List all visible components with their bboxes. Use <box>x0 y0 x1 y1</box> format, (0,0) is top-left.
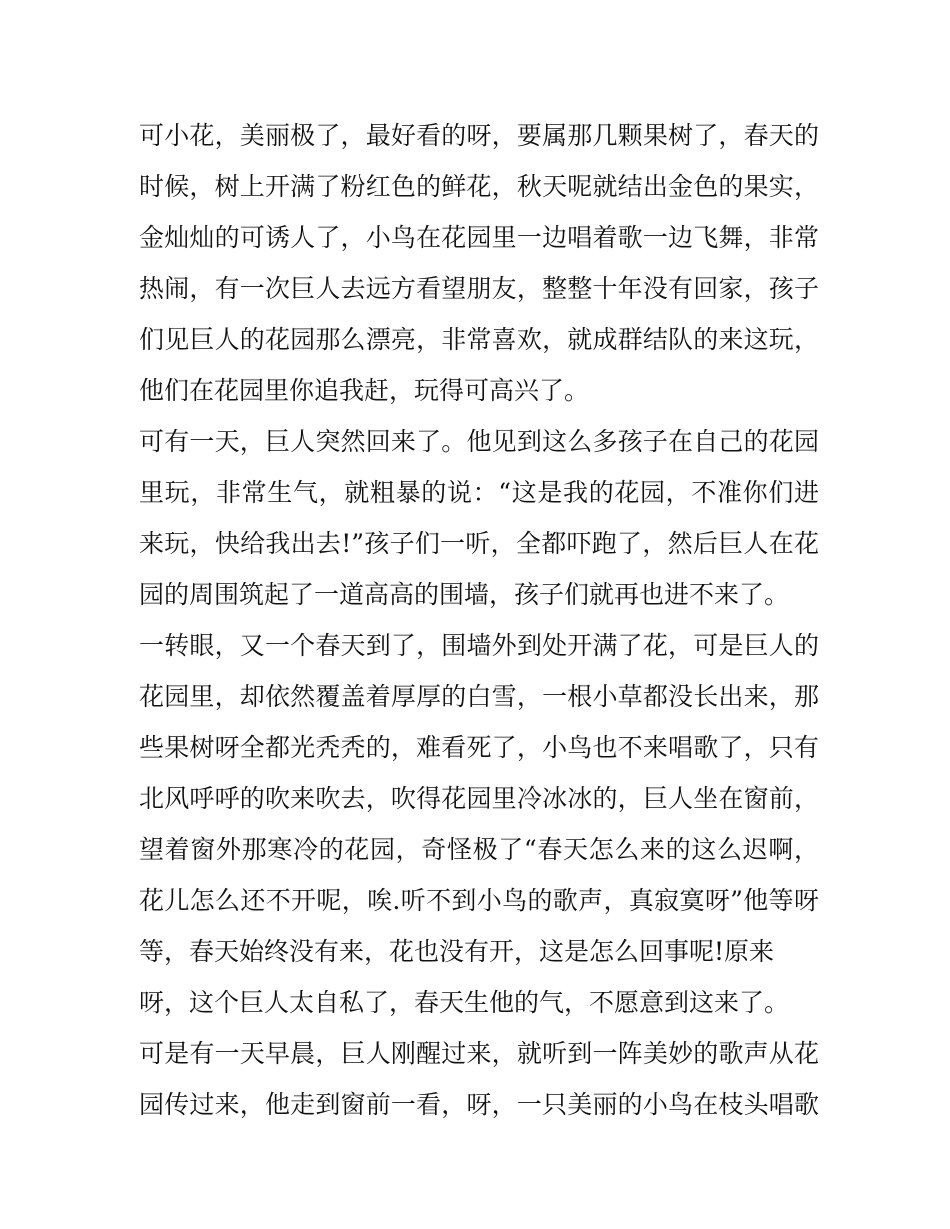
text-line: 呀，这个巨人太自私了，春天生他的气，不愿意到这来了。 <box>139 988 790 1017</box>
text-line: 园的周围筑起了一道高高的围墙，孩子们就再也进不来了。 <box>139 580 790 609</box>
text-line: 可有一天，巨人突然回来了。他见到这么多孩子在自己的花园 <box>139 427 819 456</box>
text-line: 园传过来，他走到窗前一看，呀，一只美丽的小鸟在枝头唱歌 <box>139 1090 819 1119</box>
text-line: 些果树呀全都光秃秃的，难看死了，小鸟也不来唱歌了，只有 <box>139 733 819 762</box>
text-line: 一转眼，又一个春天到了，围墙外到处开满了花，可是巨人的 <box>139 631 819 660</box>
text-line: 等，春天始终没有来，花也没有开，这是怎么回事呢!原来 <box>139 937 775 966</box>
text-line: 花园里，却依然覆盖着厚厚的白雪，一根小草都没长出来，那 <box>139 682 819 711</box>
story-text <box>139 110 819 1130</box>
text-line: 望着窗外那寒冷的花园，奇怪极了“春天怎么来的这么迟啊， <box>139 835 819 864</box>
text-line: 可是有一天早晨，巨人刚醒过来，就听到一阵美妙的歌声从花 <box>139 1039 819 1068</box>
text-line: 金灿灿的可诱人了，小鸟在花园里一边唱着歌一边飞舞，非常 <box>139 223 819 252</box>
text-line: 热闹，有一次巨人去远方看望朋友，整整十年没有回家，孩子 <box>139 274 819 303</box>
text-line: 他们在花园里你追我赶，玩得可高兴了。 <box>139 376 590 405</box>
text-line: 来玩，快给我出去!”孩子们一听，全都吓跑了，然后巨人在花 <box>139 529 819 558</box>
text-line: 可小花，美丽极了，最好看的呀，要属那几颗果树了，春天的 <box>139 121 819 150</box>
text-line: 北风呼呼的吹来吹去，吹得花园里冷冰冰的，巨人坐在窗前， <box>139 784 819 813</box>
text-line: 时候，树上开满了粉红色的鲜花，秋天呢就结出金色的果实， <box>139 172 819 201</box>
text-line: 花儿怎么还不开呢，唉.听不到小鸟的歌声，真寂寞呀”他等呀 <box>139 886 819 915</box>
text-line: 里玩，非常生气，就粗暴的说：“这是我的花园，不准你们进 <box>139 478 819 507</box>
text-line: 们见巨人的花园那么漂亮，非常喜欢，就成群结队的来这玩， <box>139 325 819 354</box>
